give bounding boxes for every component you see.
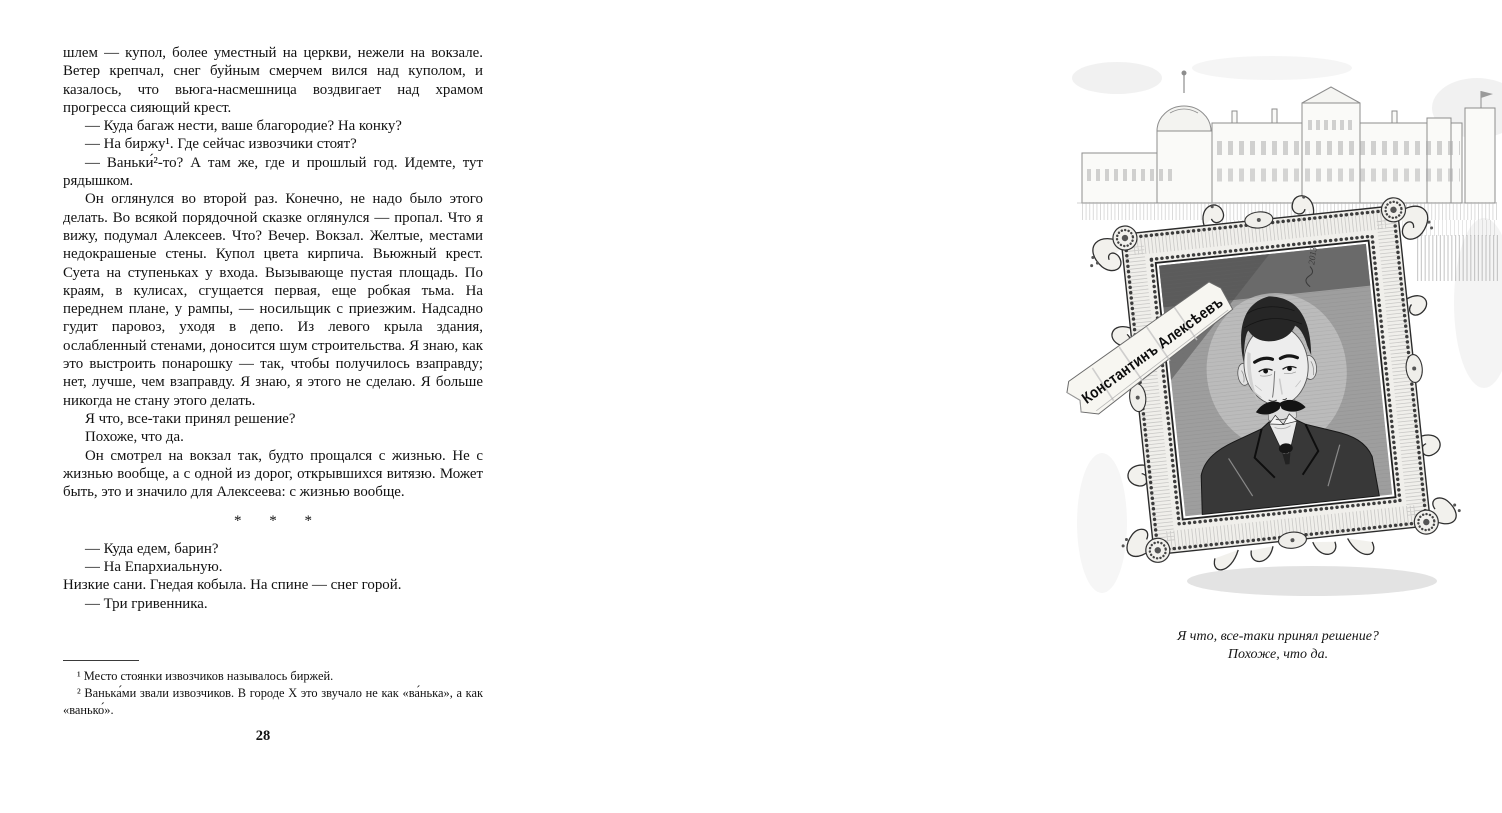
paragraph: Я что, все-таки принял решение? [85,410,296,427]
signature-year: 2013. [1306,243,1320,266]
footnote-rule [63,660,139,661]
caption-line: Похоже, что да. [1227,646,1329,662]
paragraph: Он оглянулся во второй раз. Конечно, не надо было этого делать. Во всякой порядочной сказке оглянулся — пропал. Что я вижу, подумал Алексеев. Что? Вечер. Вокзал. Желтые, местами недокрашеные стены. Купол цвета кирпича. Вьюжный крест. Суета на ступеньках у входа. Вызывающе пустая площадь. По краям, в кулисах, сгущается первая, еще робкая тьма. На переднем плане, у рампы, — носильщик с приезжим. Надсадно гудит паровоз, уходя в депо. Из левого крыла здания, ослабленный стенами, доносится шум строительства. Я знаю, как это выстроить понарошку — так, чтобы получилось взаправду; нет, лучше, чем взаправду. Я знаю, я этого не сделаю. Я больше никогда не стану этого делать. [63,191,483,409]
page-number: 28 [255,728,271,744]
footnote: ² Ванька́ми звали извозчиков. В городе X это звучало не как «ва́нька», а как «ванько́». [63,685,483,717]
dialogue-line: — Куда едем, барин? [85,540,219,557]
caption-line: Я что, все-таки принял решение? [1177,629,1379,644]
dialogue-line: — Куда багаж нести, ваше благородие? На конку? [85,118,402,135]
dialogue-line: — Ваньки́²-то? А там же, где и прошлый год. Идемте, тут рядышком. [63,154,483,190]
page-left [0,0,512,813]
body-text [63,44,483,613]
footnotes-block [63,660,483,718]
illustration-caption [1072,628,1484,663]
frame-shadow [1187,566,1437,596]
paragraph: шлем — купол, более уместный на церкви, нежели на вокзале. Ветер крепчал, снег буйным смерчем вился над куполом, и казалось, что вьюга-насмешница воздвигает над храмом прогресса сияющий крест. [63,45,483,116]
banner-label: Константинъ Алексѣевъ [1078,279,1247,408]
footnote: ¹ Место стоянки извозчиков называлось биржей. [77,669,334,683]
dialogue-line: — На Епархиальную. [85,559,223,576]
dialogue-line: — На биржу¹. Где сейчас извозчики стоят? [85,136,357,153]
paragraph: Низкие сани. Гнедая кобыла. На спине — снег горой. [63,577,402,594]
section-separator: * * * [234,513,324,530]
portrait-illustration [1072,53,1502,613]
dialogue-line: — Три гривенника. [85,595,208,612]
portrait [1158,238,1392,516]
page-right [512,0,1379,813]
paragraph: Похоже, что да. [85,429,184,446]
ornate-frame [1085,182,1466,580]
paragraph: Он смотрел на вокзал так, будто прощался с жизнью. Не с жизнью вообще, а с одной из дорог, открывшихся витязю. Может быть, это и значило для Алексеева: с жизнью вообще. [63,447,483,501]
